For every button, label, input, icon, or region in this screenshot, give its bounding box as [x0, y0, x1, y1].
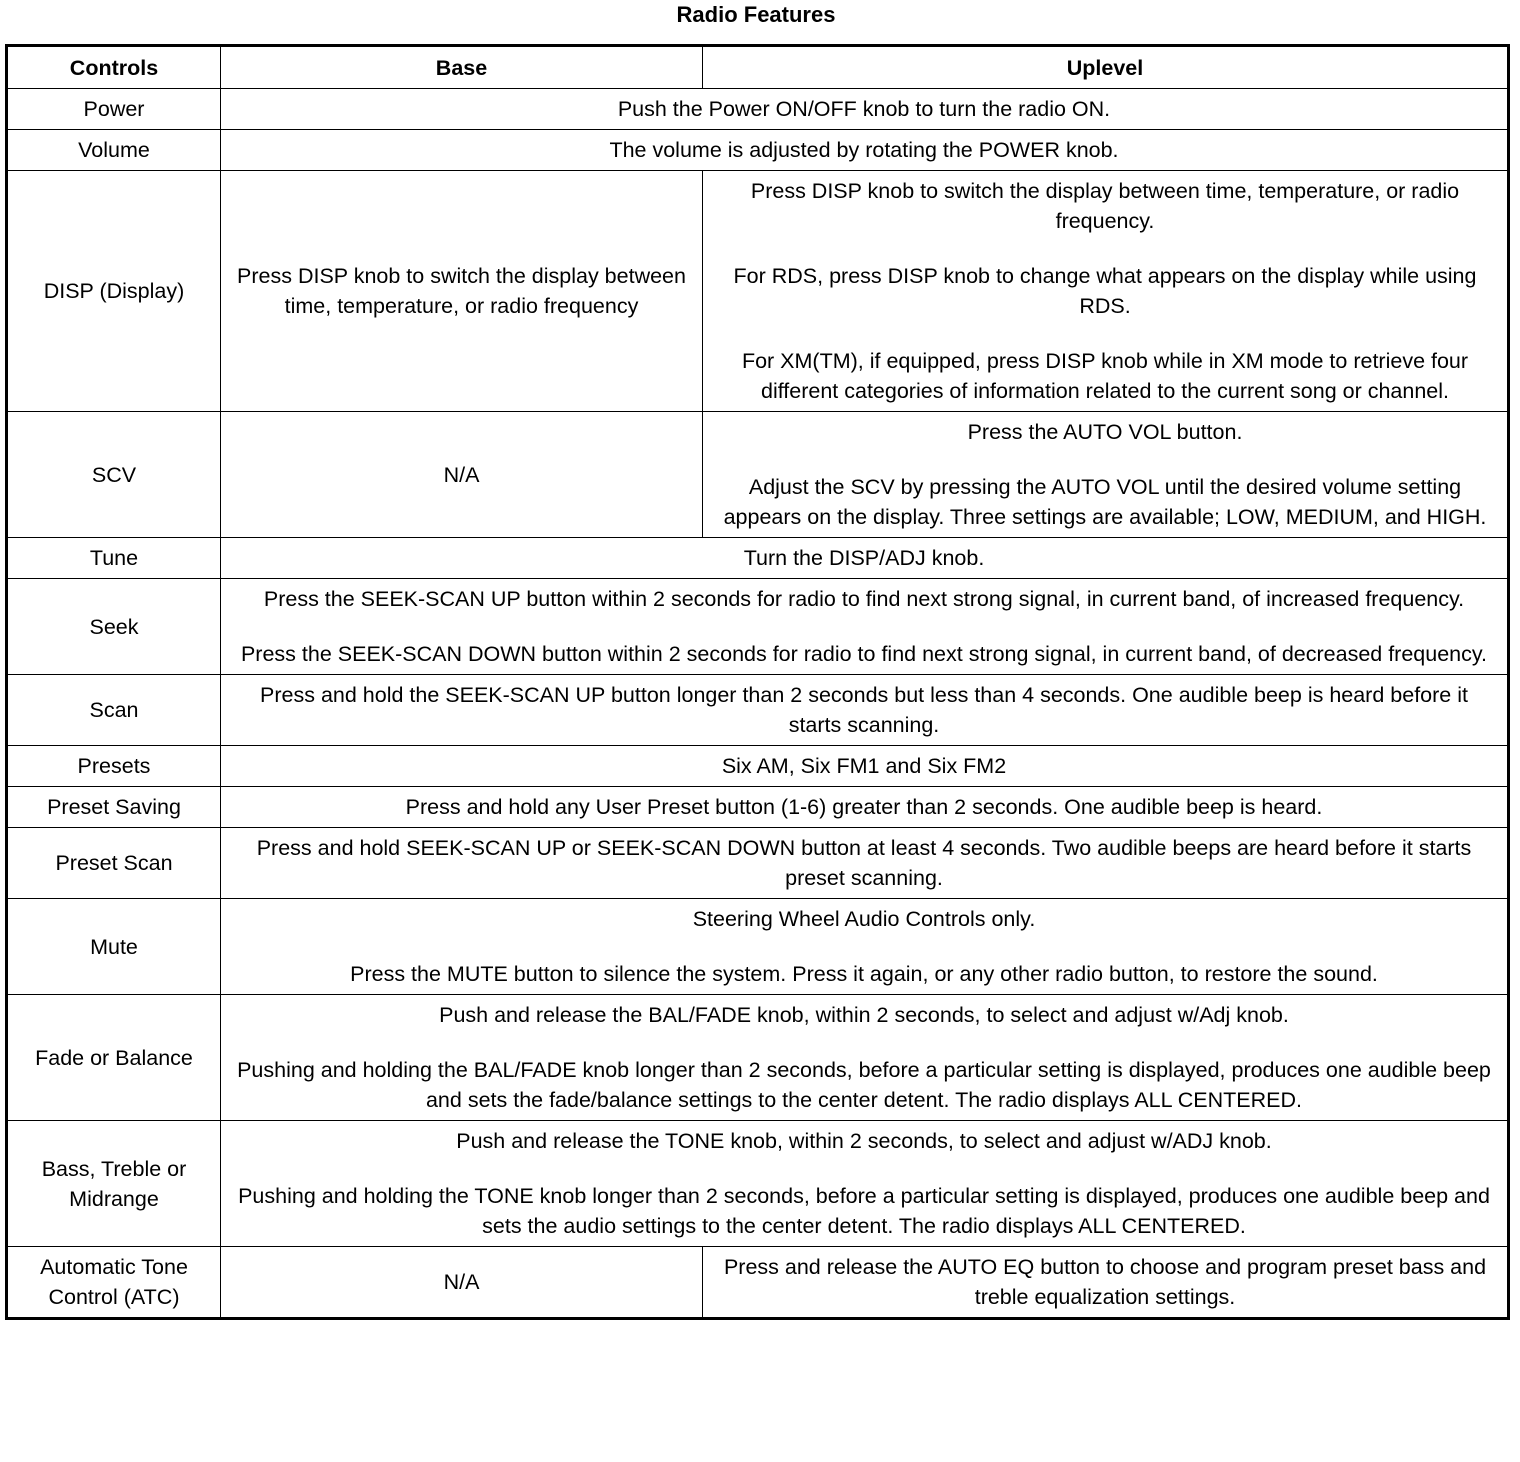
control-label: SCV — [7, 412, 221, 538]
description-cell — [221, 675, 1509, 746]
uplevel-text: Press and release the AUTO EQ button to choose and program preset bass and treble equalization settings. — [723, 1255, 1487, 1309]
description-text: Press the SEEK-SCAN UP button within 2 seconds for radio to find next strong signal, in current band, of increased frequency. — [263, 587, 1465, 611]
table-row-mute — [7, 899, 1509, 995]
description-text: Press and hold the SEEK-SCAN UP button longer than 2 seconds but less than 4 seconds. One audible beep is heard before it starts scanning. — [260, 683, 1468, 737]
uplevel-cell — [703, 412, 1509, 538]
description-text: Press and hold SEEK-SCAN UP or SEEK-SCAN DOWN button at least 4 seconds. Two audible beeps are heard before it starts preset scanning. — [256, 836, 1472, 890]
control-label: Scan — [7, 675, 221, 746]
uplevel-text: For XM(TM), if equipped, press DISP knob while in XM mode to retrieve four different categories of information related to the current song or channel. — [741, 349, 1469, 403]
header-uplevel: Uplevel — [703, 46, 1509, 89]
description-cell — [221, 787, 1509, 828]
table-row-scan — [7, 675, 1509, 746]
table-row-scv — [7, 412, 1509, 538]
description-text: Pushing and holding the TONE knob longer than 2 seconds, before a particular setting is displayed, produces one audible beep and sets the audio settings to the center detent. The radio displays ALL CENTERED. — [238, 1184, 1490, 1238]
control-label: Power — [7, 89, 221, 130]
uplevel-text: Press DISP knob to switch the display between time, temperature, or radio frequency. — [750, 179, 1460, 233]
uplevel-text: For RDS, press DISP knob to change what appears on the display while using RDS. — [733, 264, 1477, 318]
base-text: N/A — [443, 1270, 480, 1294]
table-row-tone — [7, 1121, 1509, 1247]
description-text: Six AM, Six FM1 and Six FM2 — [721, 754, 1007, 778]
header-base: Base — [221, 46, 703, 89]
base-cell — [221, 412, 703, 538]
header-controls: Controls — [7, 46, 221, 89]
control-label: Automatic Tone Control (ATC) — [7, 1247, 221, 1319]
document-title: Radio Features — [676, 2, 836, 27]
base-text: N/A — [443, 462, 480, 487]
description-cell — [221, 899, 1509, 995]
table-row-seek — [7, 579, 1509, 675]
description-text: Push the Power ON/OFF knob to turn the radio ON. — [617, 97, 1111, 121]
table-row-presets — [7, 746, 1509, 787]
uplevel-text: Press the AUTO VOL button. — [967, 420, 1243, 444]
control-label: Presets — [7, 746, 221, 787]
uplevel-cell — [703, 171, 1509, 412]
control-label: Bass, Treble or Midrange — [7, 1121, 221, 1247]
description-text: Press and hold any User Preset button (1-6) greater than 2 seconds. One audible beep is heard. — [405, 795, 1323, 819]
control-label: Preset Saving — [7, 787, 221, 828]
table-row-power — [7, 89, 1509, 130]
description-text: Pushing and holding the BAL/FADE knob longer than 2 seconds, before a particular setting is displayed, produces one audible beep and sets the fade/balance settings to the center detent. The radio displays ALL CENTERED. — [237, 1058, 1491, 1112]
control-label: Tune — [7, 538, 221, 579]
description-text: Turn the DISP/ADJ knob. — [743, 546, 985, 570]
description-text: Press the SEEK-SCAN DOWN button within 2 seconds for radio to find next strong signal, in current band, of decreased frequency. — [240, 642, 1488, 666]
description-cell — [221, 538, 1509, 579]
table-row-tune — [7, 538, 1509, 579]
description-cell — [221, 828, 1509, 899]
control-label: Fade or Balance — [7, 995, 221, 1121]
control-label: Volume — [7, 130, 221, 171]
control-label: Preset Scan — [7, 828, 221, 899]
header-row — [7, 46, 1509, 89]
base-cell — [221, 171, 703, 412]
description-cell — [221, 746, 1509, 787]
description-text: Push and release the TONE knob, within 2 seconds, to select and adjust w/ADJ knob. — [456, 1129, 1272, 1153]
table-row-atc — [7, 1247, 1509, 1319]
uplevel-text: Adjust the SCV by pressing the AUTO VOL until the desired volume setting appears on the display. Three settings are available; LOW, MEDIUM, and HIGH. — [723, 475, 1487, 529]
description-text: The volume is adjusted by rotating the POWER knob. — [609, 138, 1119, 162]
description-cell — [221, 130, 1509, 171]
table-row-fade-balance — [7, 995, 1509, 1121]
description-cell — [221, 579, 1509, 675]
base-text: Press DISP knob to switch the display between time, temperature, or radio frequency — [237, 264, 686, 318]
table-row-disp — [7, 171, 1509, 412]
description-cell — [221, 1121, 1509, 1247]
table-row-preset-scan — [7, 828, 1509, 899]
description-cell — [221, 89, 1509, 130]
base-cell — [221, 1247, 703, 1319]
control-label: DISP (Display) — [7, 171, 221, 412]
description-cell — [221, 995, 1509, 1121]
table-row-volume — [7, 130, 1509, 171]
description-text: Push and release the BAL/FADE knob, within 2 seconds, to select and adjust w/Adj knob. — [439, 1003, 1289, 1027]
control-label: Mute — [7, 899, 221, 995]
table-row-preset-saving — [7, 787, 1509, 828]
description-text: Press the MUTE button to silence the system. Press it again, or any other radio button, to restore the sound. — [350, 962, 1378, 986]
description-text: Steering Wheel Audio Controls only. — [692, 907, 1036, 931]
uplevel-cell — [703, 1247, 1509, 1319]
control-label: Seek — [7, 579, 221, 675]
radio-features-table — [5, 44, 1510, 1320]
